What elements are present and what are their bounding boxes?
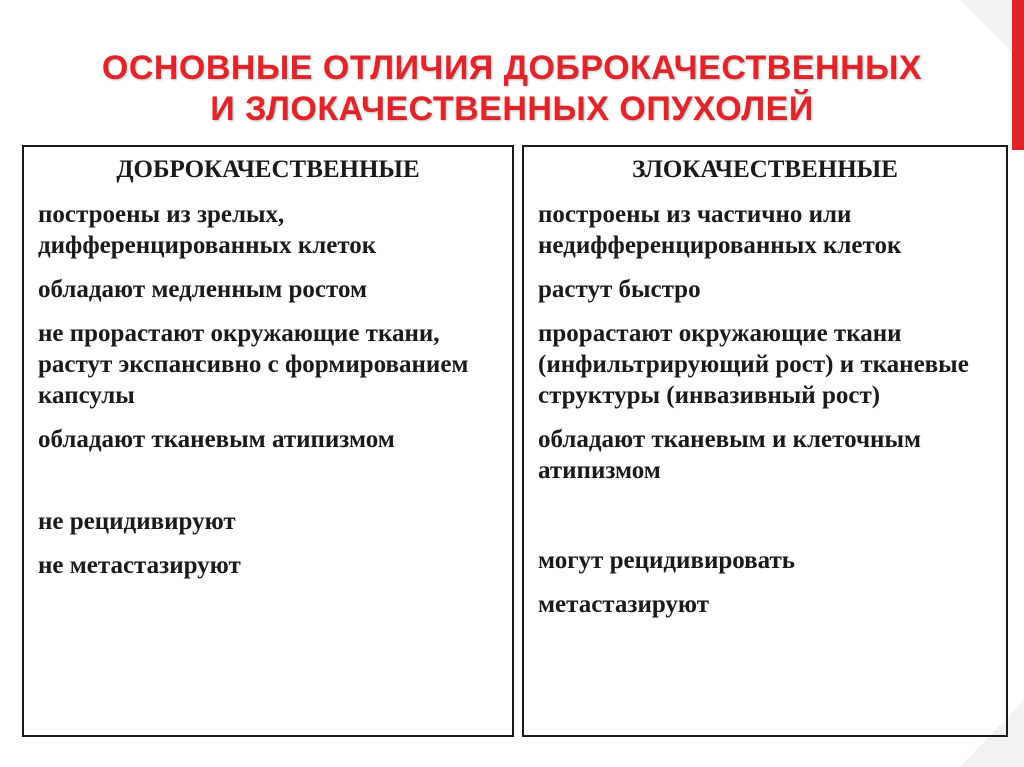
benign-item: обладают медленным ростом xyxy=(38,276,368,303)
malignant-item: метастазируют xyxy=(538,591,709,618)
benign-item: не метастазируют xyxy=(38,552,241,579)
benign-item: построены из зрелых, дифференцированных клеток xyxy=(38,201,377,259)
slide-title-line-1: ОСНОВНЫЕ ОТЛИЧИЯ ДОБРОКАЧЕСТВЕННЫХ xyxy=(101,49,923,87)
malignant-item: прорастают окружающие ткани (инфильтрирующий рост) и тканевые структуры (инвазивный рост) xyxy=(538,320,969,409)
malignant-heading: ЗЛОКАЧЕСТВЕННЫЕ xyxy=(632,156,898,183)
malignant-item: построены из частично или недифференцированных клеток xyxy=(538,201,902,259)
benign-item: не рецидивируют xyxy=(38,508,236,535)
malignant-item: обладают тканевым и клеточным атипизмом xyxy=(538,426,921,484)
malignant-item: растут быстро xyxy=(538,276,701,303)
benign-item: не прорастают окружающие ткани, растут экспансивно с формированием капсулы xyxy=(38,320,469,409)
slide-title xyxy=(40,48,984,130)
spacer xyxy=(38,468,498,506)
benign-heading: ДОБРОКАЧЕСТВЕННЫЕ xyxy=(116,156,420,183)
malignant-item: могут рецидивировать xyxy=(538,547,795,574)
red-accent-bar xyxy=(1012,0,1024,150)
malignant-column xyxy=(522,145,1008,737)
benign-column xyxy=(22,145,514,737)
spacer xyxy=(538,499,992,545)
benign-item: обладают тканевым атипизмом xyxy=(38,426,395,453)
slide-title-line-2: И ЗЛОКАЧЕСТВЕННЫХ ОПУХОЛЕЙ xyxy=(210,90,814,128)
